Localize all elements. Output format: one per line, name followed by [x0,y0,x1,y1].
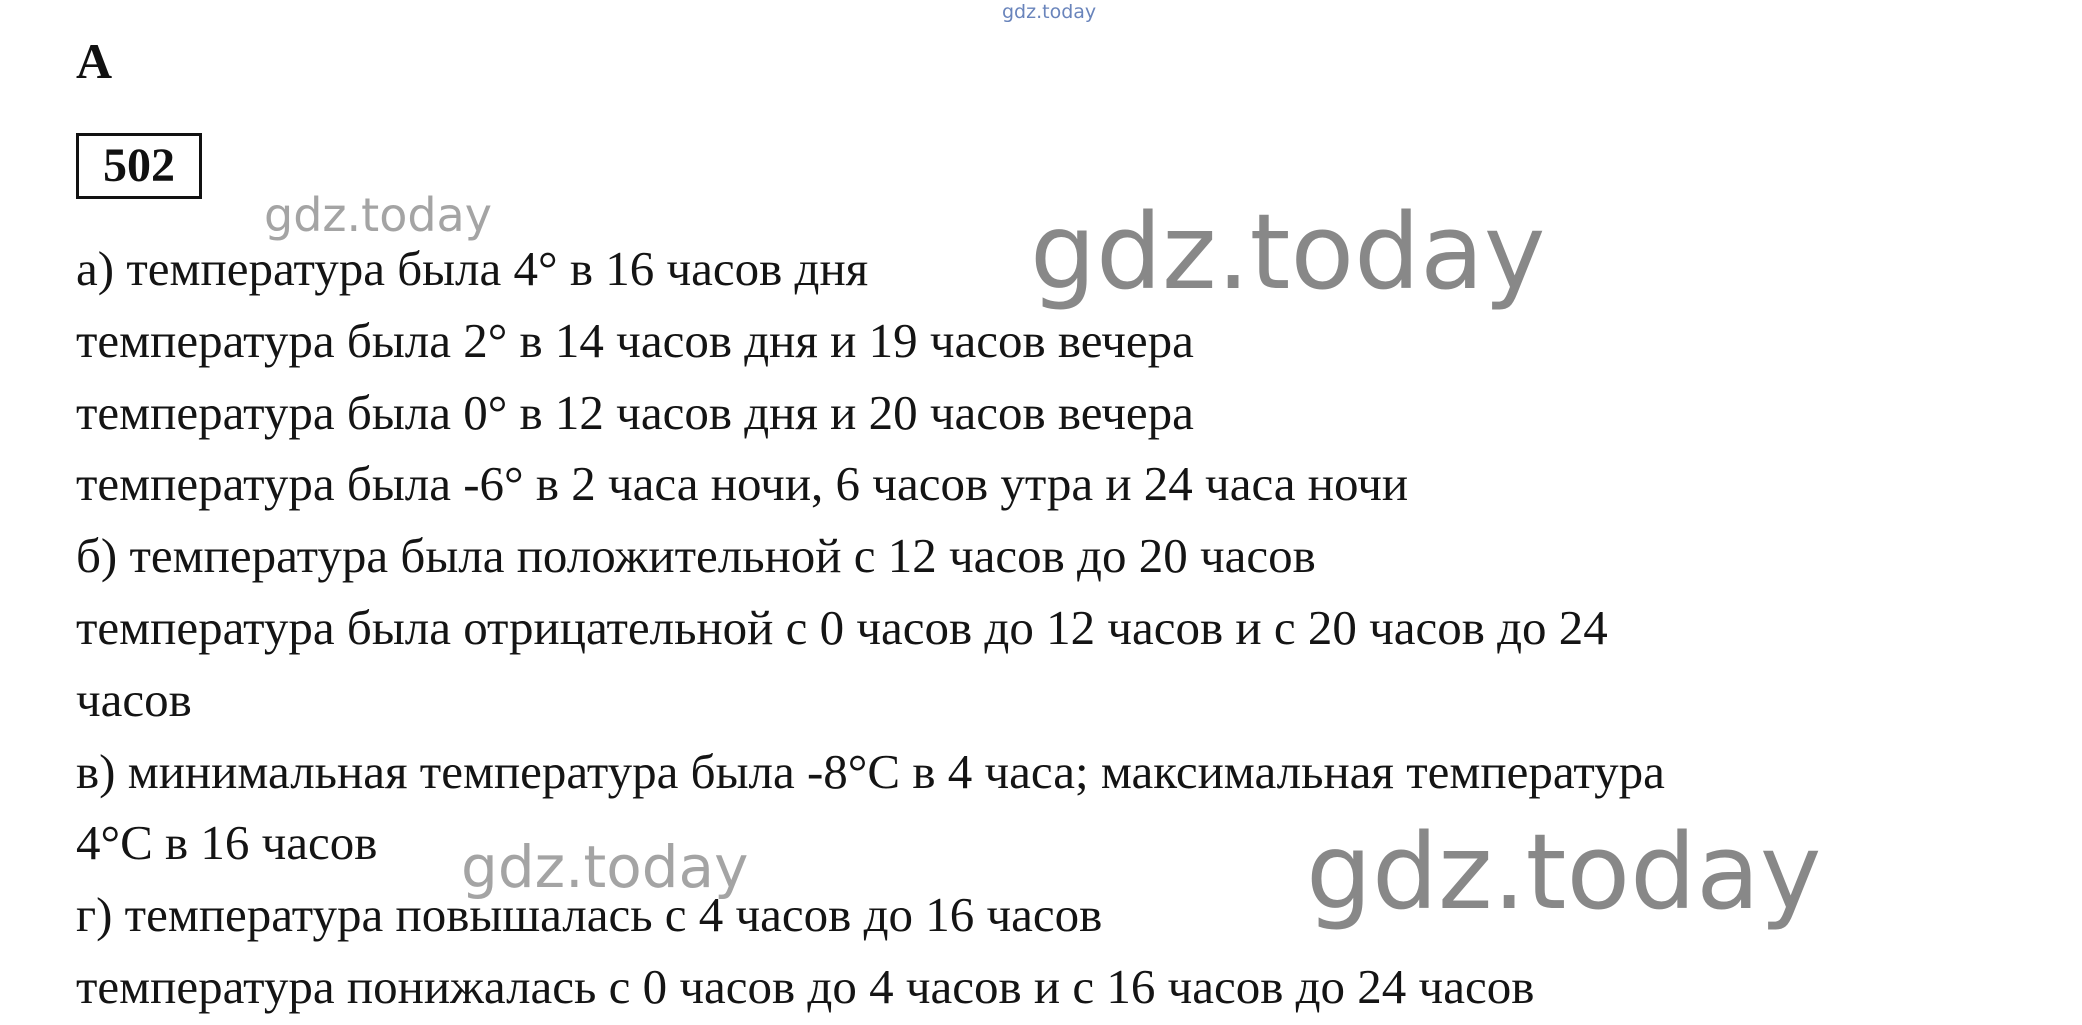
solution-line-a-2: температура была 2° в 14 часов дня и 19 часов вечера [76,312,1194,368]
solution-line-g-1: г) температура повышалась с 4 часов до 16 часов [76,887,1103,943]
solution-line-a-3: температура была 0° в 12 часов дня и 20 часов вечера [76,384,1194,440]
solution-line-b-3: часов [76,671,192,727]
solution-line-a-1: а) температура была 4° в 16 часов дня [76,241,869,296]
solution-line-b-2: температура была отрицательной с 0 часов до 12 часов и с 20 часов до 24 [76,599,1608,655]
solution-line-g-2: температура понижалась с 0 часов до 4 часов и с 16 часов до 24 часов [76,958,1535,1014]
solution-line-b-1: б) температура была положительной с 12 часов до 20 часов [76,528,1316,584]
watermark-top: gdz.today [1002,1,1097,23]
solution-line-a-4: температура была -6° в 2 часа ночи, 6 часов утра и 24 часа ночи [76,456,1409,512]
watermark-big-2: gdz.today [1306,811,1822,933]
problem-number-box: 502 [76,133,202,199]
watermark-small-2: gdz.today [461,833,749,901]
section-letter: A [76,33,113,89]
watermark-big-1: gdz.today [1030,191,1546,313]
watermark-small-1: gdz.today [264,188,492,242]
solution-line-v-1: в) минимальная температура была -8°С в 4 часа; максимальная температура [76,743,1665,799]
solution-line-v-2: 4°С в 16 часов [76,815,378,871]
